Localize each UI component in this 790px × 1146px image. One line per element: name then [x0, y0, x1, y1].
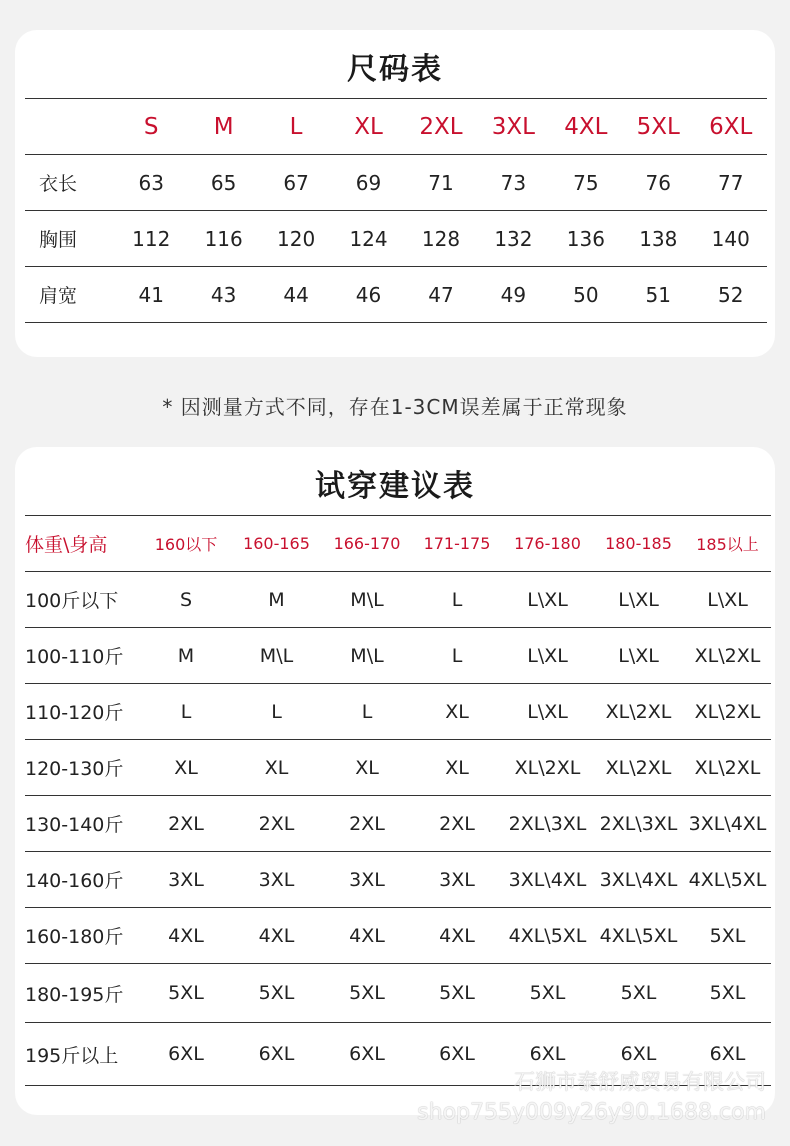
fit-value-cell: XL\2XL [684, 684, 771, 740]
size-value-cell: 75 [550, 155, 622, 211]
size-value-cell: 132 [477, 211, 549, 267]
size-value-cell: 76 [622, 155, 694, 211]
size-value-cell: 128 [405, 211, 477, 267]
fit-value-cell: 4XL\5XL [684, 852, 771, 908]
size-row-label: 肩宽 [25, 267, 115, 323]
size-value-cell: 67 [260, 155, 332, 211]
size-value-cell: 120 [260, 211, 332, 267]
fit-chart-body [25, 572, 771, 1086]
fit-value-cell: M\L [322, 572, 412, 628]
size-header-cell: M [187, 99, 259, 155]
fit-row-label: 160-180斤 [25, 908, 141, 964]
size-value-cell: 52 [695, 267, 768, 323]
fit-row [25, 572, 771, 628]
fit-value-cell: 2XL [141, 796, 231, 852]
watermark-shop: shop755y009y26y90.1688.com [417, 1100, 766, 1125]
size-header-cell: 6XL [695, 99, 768, 155]
fit-value-cell: 6XL [412, 1023, 502, 1086]
fit-value-cell: 2XL [231, 796, 322, 852]
size-value-cell: 44 [260, 267, 332, 323]
fit-chart-title: 试穿建议表 [315, 469, 475, 504]
fit-value-cell: 3XL\4XL [502, 852, 593, 908]
size-value-cell: 47 [405, 267, 477, 323]
size-value-cell: 124 [332, 211, 404, 267]
fit-header-row [25, 516, 771, 572]
size-value-cell: 49 [477, 267, 549, 323]
fit-value-cell: 6XL [502, 1023, 593, 1086]
fit-value-cell: 3XL [141, 852, 231, 908]
fit-value-cell: XL\2XL [593, 684, 684, 740]
size-value-cell: 112 [115, 211, 187, 267]
height-header-cell: 160-165 [231, 516, 322, 572]
fit-value-cell: 2XL\3XL [502, 796, 593, 852]
fit-row-label: 110-120斤 [25, 684, 141, 740]
fit-value-cell: 3XL\4XL [593, 852, 684, 908]
fit-value-cell: 5XL [322, 964, 412, 1023]
fit-row-label: 130-140斤 [25, 796, 141, 852]
fit-value-cell: XL\2XL [684, 740, 771, 796]
fit-value-cell: XL\2XL [502, 740, 593, 796]
measurement-note: * 因测量方式不同，存在1-3CM误差属于正常现象 [162, 395, 628, 419]
size-header-cell: 5XL [622, 99, 694, 155]
size-value-cell: 77 [695, 155, 768, 211]
fit-value-cell: 5XL [684, 908, 771, 964]
fit-value-cell: 6XL [593, 1023, 684, 1086]
height-header-cell: 166-170 [322, 516, 412, 572]
size-value-cell: 46 [332, 267, 404, 323]
fit-value-cell: M [231, 572, 322, 628]
fit-value-cell: L [322, 684, 412, 740]
fit-row-label: 195斤以上 [25, 1023, 141, 1086]
fit-value-cell: XL\2XL [593, 740, 684, 796]
fit-row [25, 908, 771, 964]
fit-chart-table [25, 515, 771, 1086]
size-chart-title: 尺码表 [347, 52, 443, 87]
fit-value-cell: L [141, 684, 231, 740]
fit-value-cell: XL [322, 740, 412, 796]
height-header-cell: 176-180 [502, 516, 593, 572]
fit-value-cell: 3XL [412, 852, 502, 908]
fit-row [25, 740, 771, 796]
height-header-cell: 171-175 [412, 516, 502, 572]
fit-value-cell: XL [412, 684, 502, 740]
fit-value-cell: L [231, 684, 322, 740]
height-header-cell: 180-185 [593, 516, 684, 572]
fit-value-cell: 6XL [141, 1023, 231, 1086]
fit-value-cell: L\XL [502, 572, 593, 628]
fit-row-label: 140-160斤 [25, 852, 141, 908]
size-value-cell: 73 [477, 155, 549, 211]
size-header-row [25, 99, 767, 155]
fit-row [25, 796, 771, 852]
height-header-cell: 160以下 [141, 516, 231, 572]
size-header-cell: 4XL [550, 99, 622, 155]
fit-value-cell: 4XL\5XL [502, 908, 593, 964]
fit-row-label: 100斤以下 [25, 572, 141, 628]
fit-value-cell: 3XL [322, 852, 412, 908]
size-value-cell: 41 [115, 267, 187, 323]
fit-value-cell: 5XL [141, 964, 231, 1023]
fit-value-cell: XL [231, 740, 322, 796]
size-value-cell: 50 [550, 267, 622, 323]
fit-value-cell: XL\2XL [684, 628, 771, 684]
size-value-cell: 116 [187, 211, 259, 267]
fit-row-label: 180-195斤 [25, 964, 141, 1023]
height-header-cell: 185以上 [684, 516, 771, 572]
fit-value-cell: L\XL [593, 628, 684, 684]
fit-value-cell: M\L [231, 628, 322, 684]
fit-row [25, 628, 771, 684]
fit-chart-card [15, 447, 775, 1115]
size-value-cell: 65 [187, 155, 259, 211]
fit-value-cell: 4XL [141, 908, 231, 964]
size-row [25, 155, 767, 211]
fit-value-cell: 6XL [684, 1023, 771, 1086]
fit-row [25, 684, 771, 740]
size-value-cell: 138 [622, 211, 694, 267]
fit-value-cell: 2XL [322, 796, 412, 852]
size-value-cell: 69 [332, 155, 404, 211]
fit-value-cell: L\XL [593, 572, 684, 628]
fit-value-cell: 5XL [593, 964, 684, 1023]
size-value-cell: 140 [695, 211, 768, 267]
size-value-cell: 63 [115, 155, 187, 211]
fit-value-cell: 3XL\4XL [684, 796, 771, 852]
size-row-label: 衣长 [25, 155, 115, 211]
fit-value-cell: L [412, 628, 502, 684]
size-chart-table [25, 98, 767, 323]
size-header-cell: L [260, 99, 332, 155]
fit-value-cell: 6XL [231, 1023, 322, 1086]
fit-row [25, 852, 771, 908]
size-value-cell: 51 [622, 267, 694, 323]
fit-value-cell: M [141, 628, 231, 684]
size-value-cell: 136 [550, 211, 622, 267]
fit-value-cell: S [141, 572, 231, 628]
fit-value-cell: L\XL [502, 684, 593, 740]
fit-value-cell: L\XL [684, 572, 771, 628]
size-row-label: 胸围 [25, 211, 115, 267]
fit-value-cell: M\L [322, 628, 412, 684]
fit-value-cell: 5XL [412, 964, 502, 1023]
size-value-cell: 71 [405, 155, 477, 211]
fit-value-cell: L\XL [502, 628, 593, 684]
size-header-cell: 2XL [405, 99, 477, 155]
fit-value-cell: 5XL [231, 964, 322, 1023]
fit-value-cell: L [412, 572, 502, 628]
fit-row [25, 964, 771, 1023]
fit-value-cell: 4XL [412, 908, 502, 964]
watermark-company: 石狮市泰舒威贸易有限公司 [514, 1070, 766, 1094]
fit-value-cell: 6XL [322, 1023, 412, 1086]
size-header-cell: S [115, 99, 187, 155]
size-header-cell: 3XL [477, 99, 549, 155]
size-row [25, 211, 767, 267]
size-chart-card [15, 30, 775, 357]
fit-row-label: 100-110斤 [25, 628, 141, 684]
fit-header-corner: 体重\身高 [25, 516, 141, 572]
size-chart-body [25, 155, 767, 323]
size-header-corner [25, 99, 115, 155]
size-header-cell: XL [332, 99, 404, 155]
size-value-cell: 43 [187, 267, 259, 323]
fit-value-cell: 4XL [322, 908, 412, 964]
fit-row-label: 120-130斤 [25, 740, 141, 796]
fit-value-cell: XL [141, 740, 231, 796]
fit-value-cell: 3XL [231, 852, 322, 908]
size-row [25, 267, 767, 323]
fit-value-cell: 2XL [412, 796, 502, 852]
fit-value-cell: 5XL [502, 964, 593, 1023]
fit-value-cell: 4XL [231, 908, 322, 964]
fit-value-cell: 5XL [684, 964, 771, 1023]
fit-value-cell: XL [412, 740, 502, 796]
fit-value-cell: 2XL\3XL [593, 796, 684, 852]
fit-value-cell: 4XL\5XL [593, 908, 684, 964]
